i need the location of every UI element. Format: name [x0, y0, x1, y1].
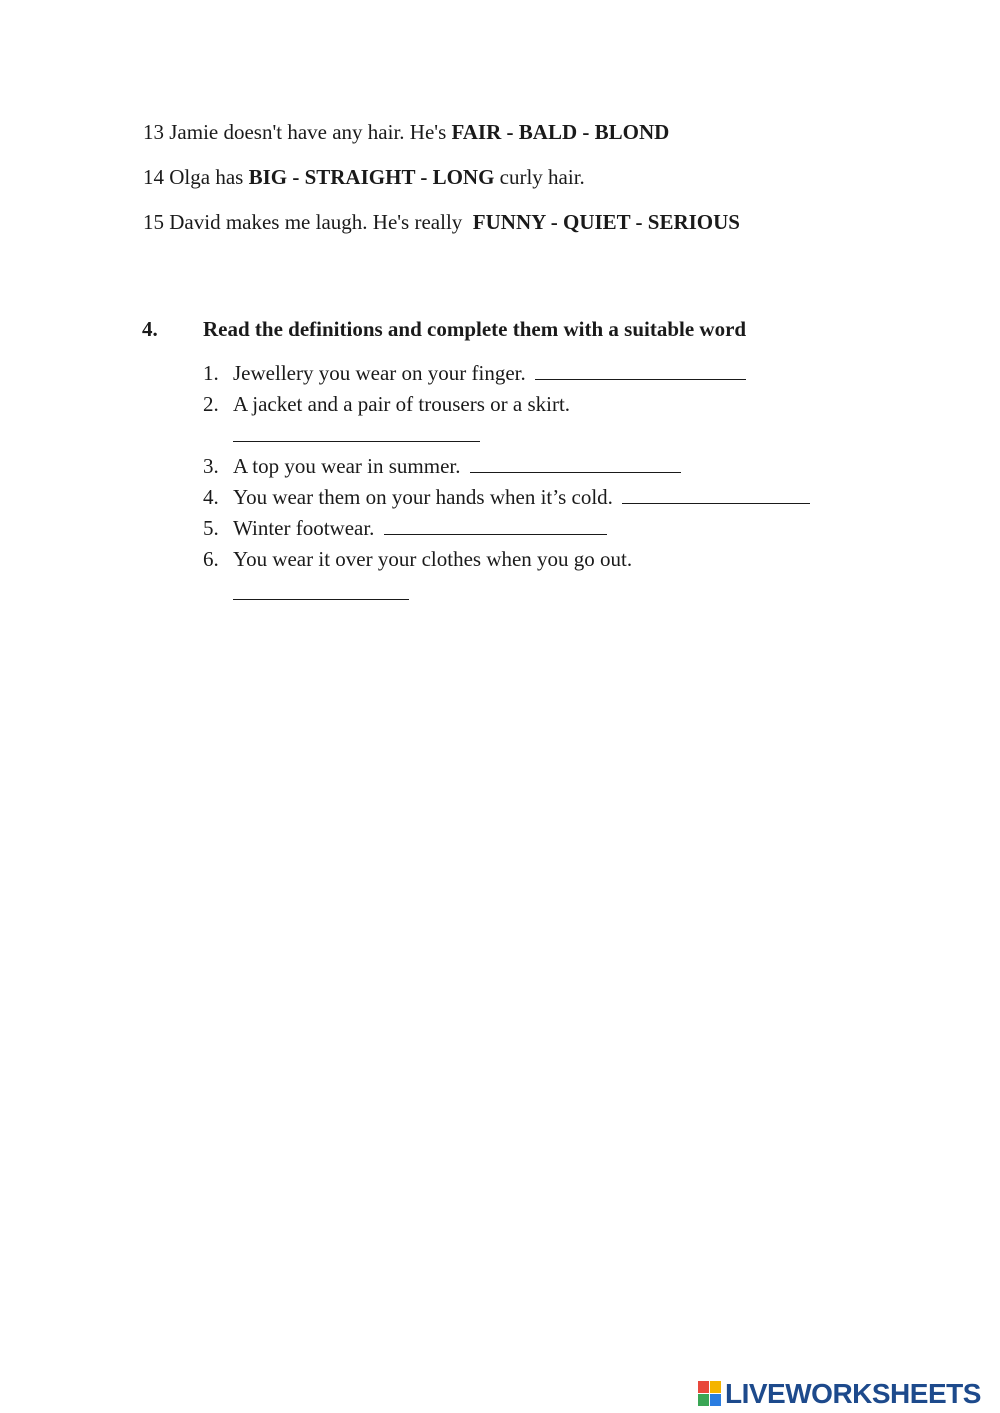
definition-text: Jewellery you wear on your finger.: [233, 361, 526, 385]
question-15: [143, 209, 740, 235]
definition-number: 5.: [203, 516, 219, 540]
logo-square-green: [698, 1394, 709, 1406]
definition-2: [203, 391, 570, 417]
definition-number: 3.: [203, 454, 219, 478]
section-title: Read the definitions and complete them with a suitable word: [203, 317, 747, 341]
answer-options[interactable]: BIG - STRAIGHT - LONG: [248, 165, 495, 189]
question-number: 13: [143, 120, 164, 144]
question-text: Olga has: [169, 165, 249, 189]
question-number: 15: [143, 210, 164, 234]
answer-blank-1[interactable]: [535, 361, 746, 380]
logo-square-blue: [710, 1394, 721, 1406]
definition-1: [203, 360, 746, 386]
definition-text: You wear it over your clothes when you go out.: [233, 547, 633, 571]
definition-4: [203, 484, 810, 510]
logo-square-yellow: [710, 1381, 721, 1393]
definition-text: Winter footwear.: [233, 516, 375, 540]
liveworksheets-logo[interactable]: [698, 1377, 981, 1411]
answer-blank-5[interactable]: [384, 516, 607, 535]
question-text: Jamie doesn't have any hair. He's: [169, 120, 452, 144]
question-text: David makes me laugh. He's really: [164, 210, 473, 234]
definition-number: 2.: [203, 392, 219, 416]
definition-2-answer-line: [233, 422, 480, 448]
section-number: 4.: [142, 317, 158, 341]
answer-blank-3[interactable]: [470, 454, 681, 473]
definition-3: [203, 453, 681, 479]
answer-blank-6[interactable]: [233, 581, 409, 600]
definition-5: [203, 515, 607, 541]
answer-options[interactable]: FAIR - BALD - BLOND: [451, 120, 670, 144]
definition-6: [203, 546, 632, 572]
answer-blank-2[interactable]: [233, 423, 480, 442]
answer-options[interactable]: FUNNY - QUIET - SERIOUS: [472, 210, 740, 234]
definition-number: 4.: [203, 485, 219, 509]
definition-text: A jacket and a pair of trousers or a skirt.: [233, 392, 571, 416]
definition-text: You wear them on your hands when it’s cold.: [233, 485, 613, 509]
definition-6-answer-line: [233, 580, 409, 606]
definition-text: A top you wear in summer.: [233, 454, 461, 478]
question-text-end: curly hair.: [494, 165, 585, 189]
definition-number: 6.: [203, 547, 219, 571]
definition-number: 1.: [203, 361, 219, 385]
question-13: [143, 119, 669, 145]
question-number: 14: [143, 165, 164, 189]
answer-blank-4[interactable]: [622, 485, 810, 504]
question-14: [143, 164, 585, 190]
logo-text: LIVEWORKSHEETS: [725, 1378, 981, 1409]
liveworksheets-logo-icon: [698, 1381, 722, 1407]
logo-square-red: [698, 1381, 709, 1393]
